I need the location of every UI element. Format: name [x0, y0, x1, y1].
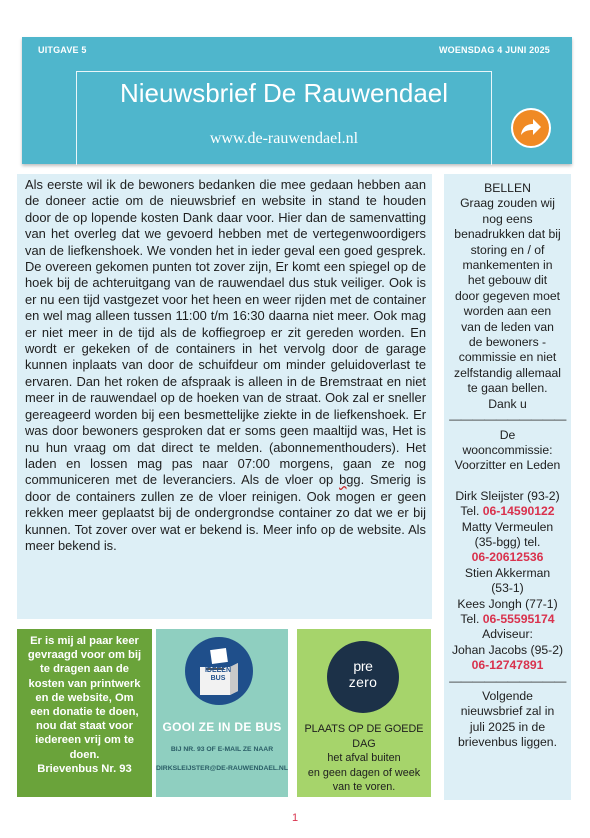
donation-line: Er is mij al paar keer [30, 635, 139, 647]
prezero-logo-text: pre [353, 658, 373, 674]
prezero-logo-text: zero [348, 674, 378, 690]
ballot-label-line: BUS [210, 675, 226, 682]
sidebar-line: nieuwsbrief zal in [460, 704, 555, 719]
article-text-part-1: Als eerste wil ik de bewoners bedanken die mee gedaan hebben aan de doneer actie om de nieuwsbrief en website in stand te houden door de op lopende kosten Dank daar voor. Hier dan de samenvatting van het overleg dat we gevoerd hebben met de vertegenwoordigers van de liefkenshoek. We vonden het in ieder geval een goed gesprek. De overeen gekomen punten tot zover zijn, Er komt een spiegel op de hoek bij de achteruitgang van de rauwendael dus stuk veiliger. Ook is er nu een tijd vastgezet voor het heen en weer rijden met de container en wel mag alleen tussen 11:00 t/m 16:30 daarna niet meer. Ook mag er niet meer in de tijd als de koffiegroep er zit gereden worden. En wordt er gekeken of de containers in het vervolg door de garage kunnen inplaats van door de schuifdeur om minder geluidoverlast te ervaren. Dan het roken de afspraak is alleen in de Bremstraat en niet meer in de rauwendael op de hoeken van de straat. Ook zal er sneller gereageerd worden bij een besmettelijke ziekte in de liefkenshoek. Er was door bewoners gesproken dat er soms geen maaltijd was, Het is nu hun vraag om dat direct te melden. (abonnementhouders). Het laden en lossen mag pas naar 07:00 morgens, gaan ze nog communiceren met de leveranciers. Als de vloer op [25, 177, 426, 488]
donation-line: een donatie te doen, [30, 706, 139, 719]
idea-box [156, 629, 288, 797]
phone-number[interactable]: 06-20612536 [471, 550, 544, 565]
donation-line: Brievenbus Nr. 93 [37, 762, 132, 775]
sidebar-line: storing en / of [470, 242, 545, 257]
sidebar-line: De [499, 427, 516, 442]
phone-number[interactable]: 06-55595174 [482, 611, 555, 626]
donation-line: doen. [69, 748, 100, 761]
sidebar-line: zelfstandig allemaal [453, 365, 562, 380]
idea-box-subtitle: BIJ NR. 93 OF E-MAIL ZE NAAR [170, 746, 274, 753]
contact-sidebar [444, 174, 571, 800]
waste-box-text [297, 722, 431, 795]
ballot-box-label [203, 667, 233, 683]
newsletter-header [22, 37, 572, 164]
member-name: Matty Vermeulen [461, 519, 554, 534]
donation-line: iedereen vrij om te [35, 734, 134, 747]
donation-line: gevraagd voor om bij [27, 649, 142, 662]
sidebar-line: te gaan bellen. [467, 381, 548, 396]
donation-line: kosten van printwerk [28, 677, 141, 690]
sidebar-line: nog eens [482, 211, 533, 226]
sidebar-line: mankementen in [462, 258, 553, 273]
sidebar-line: benadrukken dat bij [454, 227, 561, 242]
adviser-label: Adviseur: [482, 627, 533, 642]
website-link[interactable]: www.de-rauwendael.nl [209, 130, 359, 147]
sidebar-line: brievenbus liggen. [458, 735, 557, 750]
idea-box-email[interactable]: DIRKSLEIJSTER@DE-RAUWENDAEL.NL [156, 765, 288, 772]
sidebar-line: de bewoners - [468, 335, 547, 350]
next-page-button[interactable] [511, 108, 551, 148]
member-phone-line [448, 504, 567, 519]
member-detail: (35-bgg) tel. [474, 534, 541, 549]
phone-number[interactable]: 06-12747891 [471, 658, 544, 673]
divider: —————————— [449, 673, 566, 688]
member-phone-line [448, 612, 567, 627]
arrow-right-icon [519, 117, 543, 139]
donation-line: en de website, Om [35, 691, 134, 704]
phone-number[interactable]: 06-14590122 [482, 504, 555, 519]
donation-line: te dragen aan de [40, 663, 129, 676]
spacer [448, 474, 567, 489]
spelling-flag-text: bgg [339, 472, 361, 488]
issue-date: WOENSDAG 4 JUNI 2025 [438, 45, 550, 55]
prezero-logo [327, 641, 399, 713]
title-frame [76, 71, 492, 165]
tel-label: Tel. [460, 504, 483, 519]
idea-box-title: GOOI ZE IN DE BUS [162, 720, 282, 734]
bellen-heading: BELLEN [484, 181, 531, 195]
waste-line: DAG [352, 737, 376, 750]
newsletter-title: Nieuwsbrief De Rauwendael [119, 78, 449, 108]
waste-line: PLAATS OP DE GOEDE [304, 723, 424, 735]
donation-line: nou dat staat voor [36, 720, 133, 733]
sidebar-line: commissie en niet [458, 350, 557, 365]
sidebar-line: door gegeven moet [454, 288, 561, 303]
sidebar-line: juli 2025 in de [469, 719, 546, 734]
donation-box [17, 629, 152, 797]
article-body [17, 174, 432, 619]
waste-line: het afval buiten [327, 752, 401, 765]
page-number: 1 [291, 812, 299, 824]
sidebar-line: worden aan een [463, 304, 552, 319]
article-paragraph [25, 177, 426, 554]
issue-label: UITGAVE 5 [38, 45, 87, 55]
tel-label: Tel. [460, 611, 483, 626]
article-text-part-2: . Smerig is door de containers zullen ze de vloer reinigen. Ook mogen er geen rekken meer geplaatst bij de ondergrondse container zo dat we er bij kunnen. Tot zover over wat er bekend is. Meer info op de website. Als meer bekend is. [25, 472, 426, 553]
sidebar-line: Volgende [482, 689, 533, 703]
sidebar-line: Dank u [488, 396, 527, 411]
sidebar-line: wooncommissie: [462, 442, 553, 457]
sidebar-line: Voorzitter en Leden [454, 458, 561, 473]
waste-box [297, 629, 431, 797]
member-name: Stien Akkerman [464, 565, 551, 580]
waste-line: van te voren. [332, 781, 396, 794]
sidebar-line: van de leden van [461, 319, 554, 334]
ballot-label-line: IDEEËN [204, 667, 232, 674]
sidebar-line: het gebouw dit [467, 273, 548, 288]
sidebar-line: Graag zouden wij [460, 196, 555, 211]
waste-line: en geen dagen of week [307, 766, 421, 779]
divider: —————————— [449, 412, 566, 427]
ballot-box-logo [185, 637, 253, 705]
adviser-name: Johan Jacobs (95-2) [451, 642, 564, 657]
member-name: Dirk Sleijster (93-2) [455, 488, 560, 503]
member-detail: (53-1) [491, 581, 524, 596]
member-name: Kees Jongh (77-1) [457, 596, 558, 611]
